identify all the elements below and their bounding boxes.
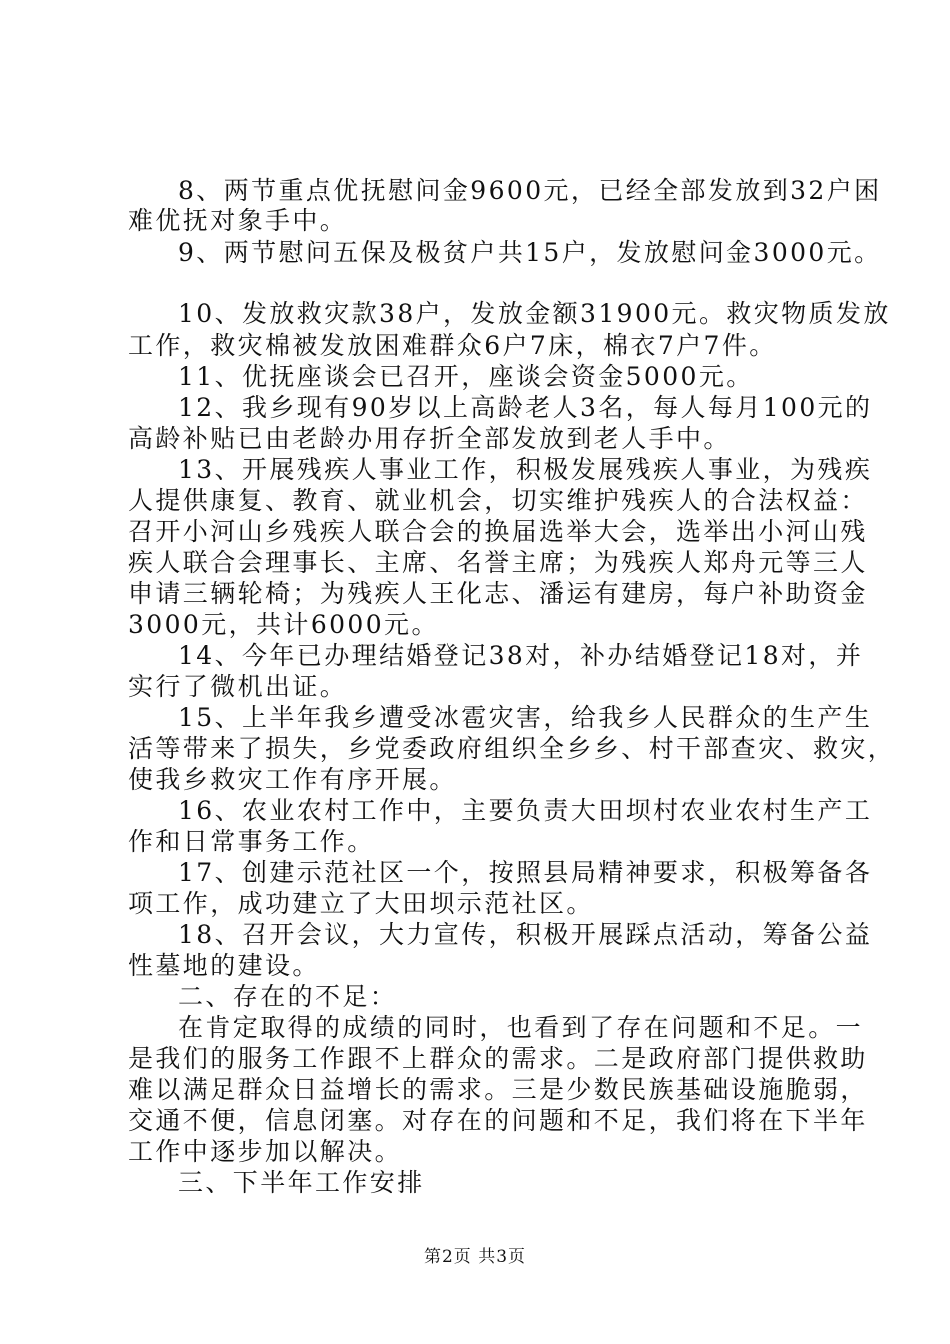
paragraph-line: 召开小河山乡残疾人联合会的换届选举大会，选举出小河山残 [128, 517, 868, 546]
paragraph-line: 工作，救灾棉被发放困难群众6户7床，棉衣7户7件。 [128, 331, 777, 360]
paragraph-line: 高龄补贴已由老龄办用存折全部发放到老人手中。 [128, 424, 731, 453]
paragraph-line: 活等带来了损失，乡党委政府组织全乡乡、村干部查灾、救灾， [128, 734, 896, 763]
paragraph-line: 人提供康复、教育、就业机会，切实维护残疾人的合法权益： [128, 486, 868, 515]
paragraph-line: 是我们的服务工作跟不上群众的需求。二是政府部门提供救助 [128, 1044, 868, 1073]
paragraph-line: 15、上半年我乡遭受冰雹灾害，给我乡人民群众的生产生 [178, 703, 873, 732]
paragraph-line: 12、我乡现有90岁以上高龄老人3名，每人每月100元的 [178, 393, 873, 422]
paragraph-line: 8、两节重点优抚慰问金9600元，已经全部发放到32户困 [178, 176, 882, 205]
paragraph-line: 难以满足群众日益增长的需求。三是少数民族基础设施脆弱， [128, 1075, 868, 1104]
paragraph-line: 10、发放救灾款38户，发放金额31900元。救灾物质发放 [178, 299, 891, 328]
paragraph-line: 17、创建示范社区一个，按照县局精神要求，积极筹备各 [178, 858, 873, 887]
paragraph-line: 工作中逐步加以解决。 [128, 1137, 403, 1166]
section-heading: 三、下半年工作安排 [178, 1168, 425, 1197]
paragraph-line: 16、农业农村工作中，主要负责大田坝村农业农村生产工 [178, 796, 873, 825]
paragraph-line: 作和日常事务工作。 [128, 827, 375, 856]
paragraph-line: 11、优抚座谈会已召开，座谈会资金5000元。 [178, 362, 754, 391]
paragraph-line: 14、今年已办理结婚登记38对，补办结婚登记18对，并 [178, 641, 864, 670]
paragraph-line: 13、开展残疾人事业工作，积极发展残疾人事业，为残疾 [178, 455, 873, 484]
page-footer: 第2页 共3页 [423, 1247, 527, 1267]
paragraph-line: 3000元，共计6000元。 [128, 610, 439, 639]
paragraph-line: 在肯定取得的成绩的同时，也看到了存在问题和不足。一 [178, 1013, 864, 1042]
paragraph-line: 性墓地的建设。 [128, 951, 320, 980]
paragraph-line: 疾人联合会理事长、主席、名誉主席；为残疾人郑舟元等三人 [128, 548, 868, 577]
paragraph-line: 难优抚对象手中。 [128, 206, 348, 235]
paragraph-line: 9、两节慰问五保及极贫户共15户，发放慰问金3000元。 [178, 238, 882, 267]
section-heading: 二、存在的不足： [178, 982, 398, 1011]
paragraph-line: 使我乡救灾工作有序开展。 [128, 765, 457, 794]
paragraph-line: 项工作，成功建立了大田坝示范社区。 [128, 889, 594, 918]
paragraph-line: 18、召开会议，大力宣传，积极开展踩点活动，筹备公益 [178, 920, 873, 949]
paragraph-line: 交通不便，信息闭塞。对存在的问题和不足，我们将在下半年 [128, 1106, 868, 1135]
paragraph-line: 申请三辆轮椅；为残疾人王化志、潘运有建房，每户补助资金 [128, 579, 868, 608]
paragraph-line: 实行了微机出证。 [128, 672, 348, 701]
